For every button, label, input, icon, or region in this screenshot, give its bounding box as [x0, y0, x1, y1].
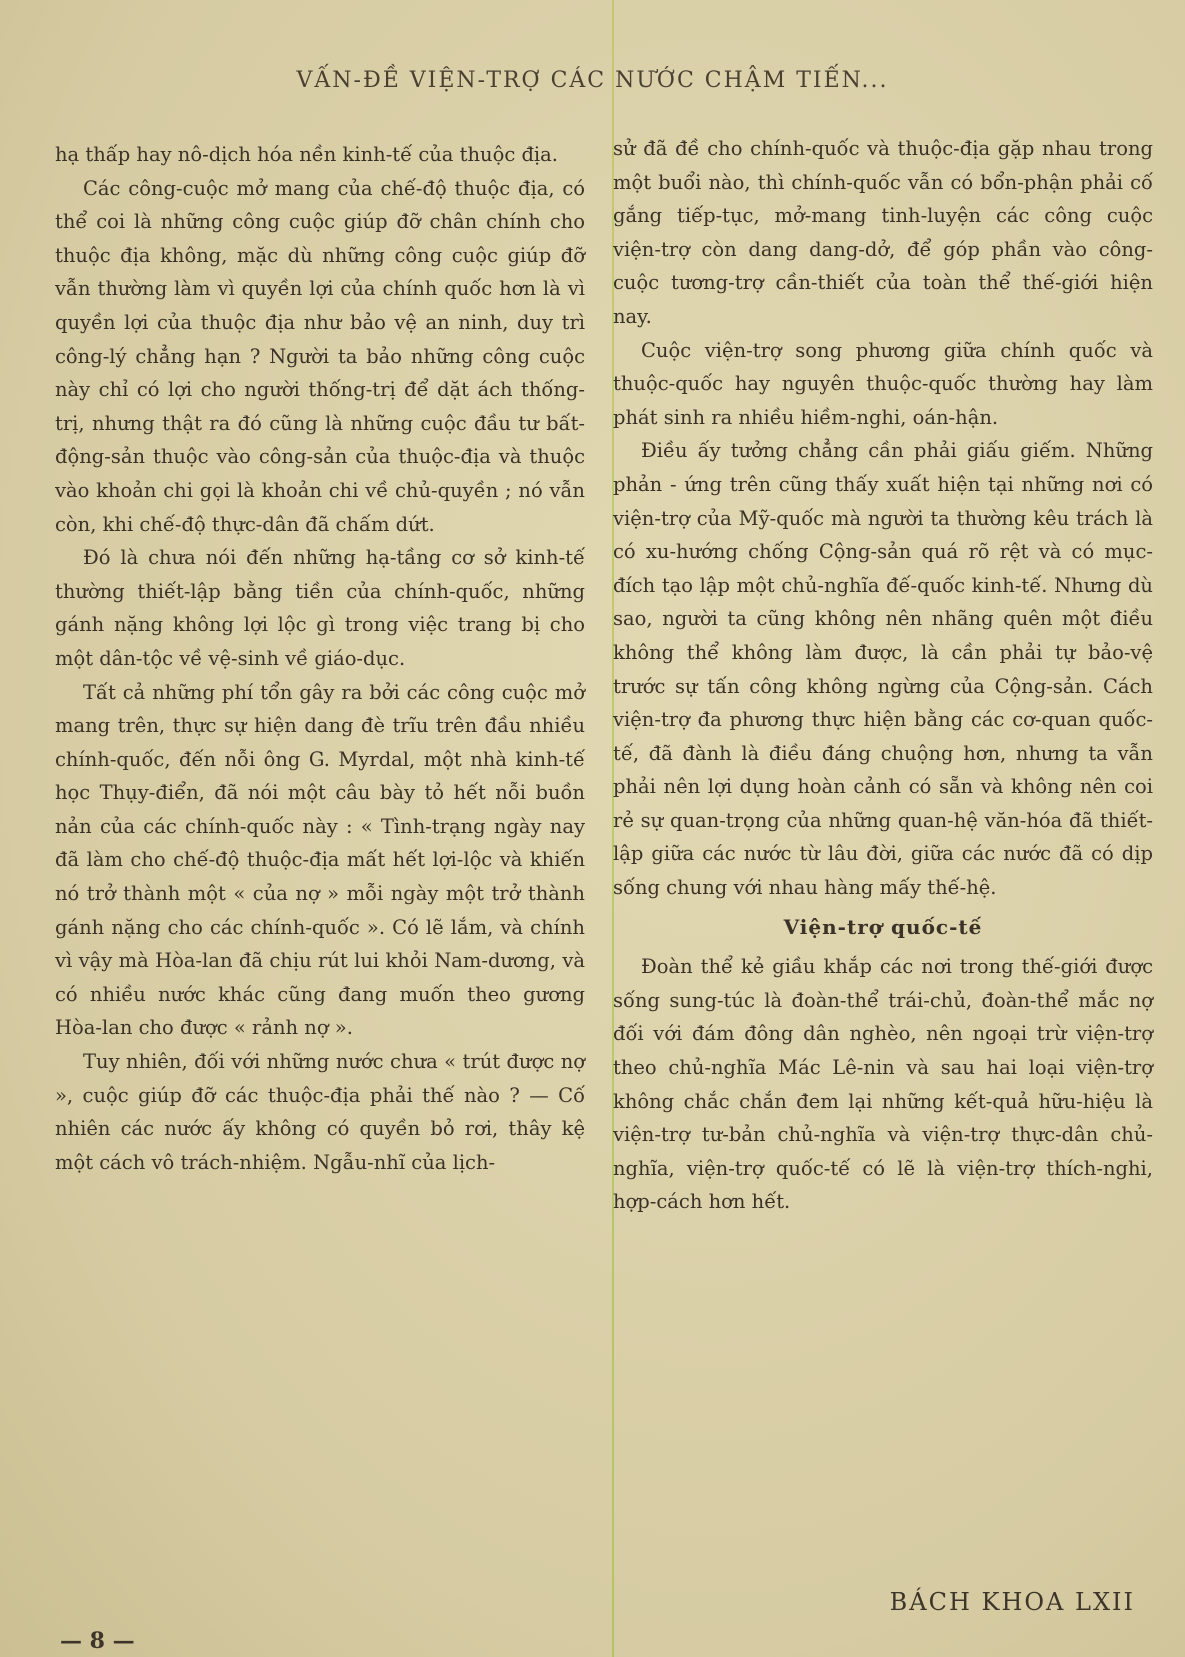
paragraph: Điều ấy tưởng chẳng cần phải giấu giếm. Những phản - ứng trên cũng thấy xuất hiện tại những nơi có viện-trợ của Mỹ-quốc mà người ta thường kêu trách là có xu-hướng chống Cộng-sản quá rõ rệt và có mục-đích tạo lập một chủ-nghĩa đế-quốc kinh-tế. Nhưng dù sao, người ta cũng không nên nhãng quên một điều không thể không làm được, là cần phải tự bảo-vệ trước sự tấn công không ngừng của Cộng-sản. Cách viện-trợ đa phương thực hiện bằng các cơ-quan quốc-tế, đã đành là điều đáng chuộng hơn, nhưng ta vẫn phải nên lợi dụng hoàn cảnh có sẵn và không nên coi rẻ sự quan-trọng của những quan-hệ văn-hóa đã thiết-lập giữa các nước từ lâu đời, giữa các nước đã có dịp sống chung với nhau hàng mấy thế-hệ.	[613, 439, 1153, 900]
paragraph: sử đã đề cho chính-quốc và thuộc-địa gặp nhau trong một buổi nào, thì chính-quốc vẫn có bổn-phận phải cố gắng tiếp-tục, mở-mang tinh-luyện các công cuộc viện-trợ còn dang dang-dở, để góp phần vào công-cuộc tương-trợ cần-thiết của toàn thể thế-giới hiện nay.	[613, 137, 1153, 328]
page-number: — 8 —	[60, 1628, 135, 1654]
paragraph: Tất cả những phí tổn gây ra bởi các công cuộc mở mang trên, thực sự hiện dang đè trĩu trên đầu nhiều chính-quốc, đến nỗi ông G. Myrdal, một nhà kinh-tế học Thụy-điển, đã nói một câu bày tỏ hết nỗi buồn nản của các chính-quốc này : « Tình-trạng ngày nay đã làm cho chế-độ thuộc-địa mất hết lợi-lộc và khiến nó trở thành một « của nợ » mỗi ngày một trở thành gánh nặng cho các chính-quốc ». Có lẽ lắm, và chính vì vậy mà Hòa-lan đã chịu rút lui khỏi Nam-dương, và có nhiều nước khác cũng đang muốn theo gương Hòa-lan cho được « rảnh nợ ».	[55, 680, 585, 1040]
paragraph: Cuộc viện-trợ song phương giữa chính quốc và thuộc-quốc hay nguyên thuộc-quốc thường hay làm phát sinh ra nhiều hiềm-nghi, oán-hận.	[613, 338, 1153, 429]
section-subheading: Viện-trợ quốc-tế	[783, 914, 983, 939]
right-column	[613, 132, 1153, 1219]
paragraph: Các công-cuộc mở mang của chế-độ thuộc địa, có thể coi là những công cuộc giúp đỡ chân chính cho thuộc địa không, mặc dù những công cuộc giúp đỡ vẫn thường làm vì quyền lợi của chính quốc hơn là vì quyền lợi của thuộc địa như bảo vệ an ninh, duy trì công-lý chẳng hạn ? Người ta bảo những công cuộc này chỉ có lợi cho người thống-trị để dặt ách thống-trị, nhưng thật ra đó cũng là những cuộc đầu tư bất-động-sản thuộc vào công-sản của thuộc-địa và thuộc vào khoản chi gọi là khoản chi về chủ-quyền ; nó vẫn còn, khi chế-độ thực-dân đã chấm dứt.	[55, 176, 585, 536]
paragraph: Đoàn thể kẻ giầu khắp các nơi trong thế-giới được sống sung-túc là đoàn-thể trái-chủ, đoàn-thể mắc nợ đối với đám đông dân nghèo, nên ngoại trừ viện-trợ theo chủ-nghĩa Mác Lê-nin và sau hai loại viện-trợ không chắc chắn đem lại những kết-quả hữu-hiệu là viện-trợ tư-bản chủ-nghĩa và viện-trợ thực-dân chủ-nghĩa, viện-trợ quốc-tế có lẽ là viện-trợ thích-nghi, hợp-cách hơn hết.	[613, 955, 1153, 1214]
paragraph: hạ thấp hay nô-dịch hóa nền kinh-tế của thuộc địa.	[55, 143, 558, 166]
left-column	[55, 138, 585, 1179]
paragraph: Đó là chưa nói đến những hạ-tầng cơ sở kinh-tế thường thiết-lập bằng tiền của chính-quốc, những gánh nặng không lợi lộc gì trong việc trang bị cho một dân-tộc về vệ-sinh về giáo-dục.	[55, 546, 585, 670]
footer-magazine-title: BÁCH KHOA LXII	[889, 1588, 1135, 1616]
paragraph: Tuy nhiên, đối với những nước chưa « trút được nợ », cuộc giúp đỡ các thuộc-địa phải thế nào ? — Cố nhiên các nước ấy không có quyền bỏ rơi, thây kệ một cách vô trách-nhiệm. Ngẫu-nhĩ của lịch-	[55, 1050, 585, 1174]
running-head: VẤN-ĐỀ VIỆN-TRỢ CÁC NƯỚC CHẬM TIẾN...	[296, 68, 889, 93]
